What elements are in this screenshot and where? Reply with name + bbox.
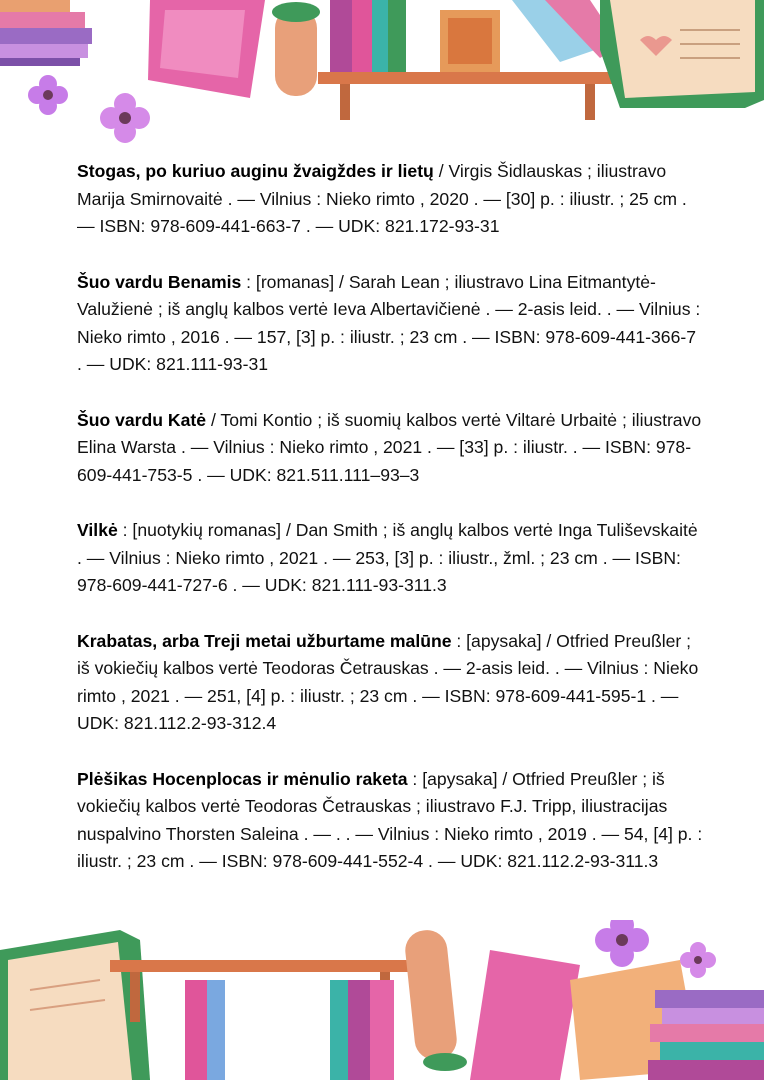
pink-book-icon	[470, 950, 580, 1080]
book-details: / Virgis Šidlauskas ; iliustravo Marija Smirnovaitė . — Vilnius : Nieko rimto , 2020 . — [30] p. : iliustr. ; 25 cm . — ISBN: 978-609-441-663-7 . — UDK: 821.172-93-31	[77, 161, 687, 236]
book-details: : [apysaka] / Otfried Preußler ; iš vokiečių kalbos vertė Teodoras Četrauskas ; iliustravo F.J. Tripp, iliustracijas nuspalvino Thorsten Saleina . — . . — Vilnius : Nieko rimto , 2019 . — 54, [4] p. : iliustr. ; 23 cm . — ISBN: 978-609-441-552-4 . — UDK: 821.112.2-93-311.3	[77, 768, 703, 871]
bottom-bookshelf-illustration	[0, 920, 764, 1080]
book-details: : [nuotykių romanas] / Dan Smith ; iš anglų kalbos vertė Inga Tuliševskaitė . — Vilnius : Nieko rimto , 2021 . — 253, [3] p. : iliustr., žml. ; 23 cm . — ISBN: 978-609-441-727-6 . — UDK: 821.111-93-311.3	[77, 520, 698, 595]
book-title: Šuo vardu Katė	[77, 409, 207, 430]
scroll-icon	[272, 2, 320, 96]
book-title: Šuo vardu Benamis	[77, 271, 242, 292]
open-notebook-icon	[600, 0, 764, 108]
purple-book-icon	[348, 980, 370, 1080]
teal-book-icon	[372, 0, 388, 72]
stacked-books-top-left	[0, 0, 92, 66]
book-details: : [romanas] / Sarah Lean ; iliustravo Lina Eitmantytė-Valužienė ; iš anglų kalbos vertė Ieva Albertavičienė . — 2-asis leid. . — Vilnius : Nieko rimto , 2016 . — 157, [3] p. : iliustr. ; 23 cm . — ISBN: 978-609-441-366-7 . — UDK: 821.111-93-31	[77, 271, 701, 374]
flower-icon	[100, 93, 150, 143]
stacked-books-bottom-right	[648, 990, 764, 1080]
shelf-icon	[318, 72, 618, 84]
open-book-icon	[0, 930, 150, 1080]
list-item	[77, 766, 705, 876]
scroll-icon	[403, 928, 467, 1071]
teal-book-icon	[330, 980, 348, 1080]
list-item	[77, 158, 705, 241]
book-details: : [apysaka] / Otfried Preußler ; iš vokiečių kalbos vertė Teodoras Četrauskas . — 2-asis leid. . — Vilnius : Nieko rimto , 2021 . — 251, [4] p. : iliustr. ; 23 cm . — ISBN: 978-609-441-595-1 . — UDK: 821.112.2-93-312.4	[77, 630, 699, 733]
book-title: Vilkė	[77, 520, 118, 540]
purple-book-icon	[330, 0, 352, 72]
list-item	[77, 269, 705, 379]
book-details: / Tomi Kontio ; iš suomių kalbos vertė Viltarė Urbaitė ; iliustravo Elina Warsta . — Vilnius : Nieko rimto , 2021 . — [33] p. : iliustr. . — ISBN: 978-609-441-753-5 . — UDK: 821.511.111–93–3	[77, 409, 702, 485]
bibliography-list	[77, 158, 705, 876]
flower-icon	[680, 942, 716, 978]
flower-icon	[28, 75, 68, 115]
blue-book-icon	[207, 980, 225, 1080]
book-title: Stogas, po kuriuo auginu žvaigždes ir lietų	[77, 161, 434, 181]
book-title: Plėšikas Hocenplocas ir mėnulio raketa	[77, 768, 408, 789]
flower-icon	[595, 920, 649, 967]
pink-book-icon	[185, 980, 207, 1080]
pink-book-icon	[352, 0, 372, 72]
list-item	[77, 628, 705, 738]
list-item	[77, 517, 705, 600]
green-book-icon	[388, 0, 406, 72]
top-bookshelf-illustration	[0, 0, 764, 150]
shelf-icon	[110, 960, 410, 972]
book-title: Krabatas, arba Treji metai užburtame malūne	[77, 630, 452, 651]
list-item	[77, 407, 705, 490]
pink-book-icon	[370, 980, 394, 1080]
